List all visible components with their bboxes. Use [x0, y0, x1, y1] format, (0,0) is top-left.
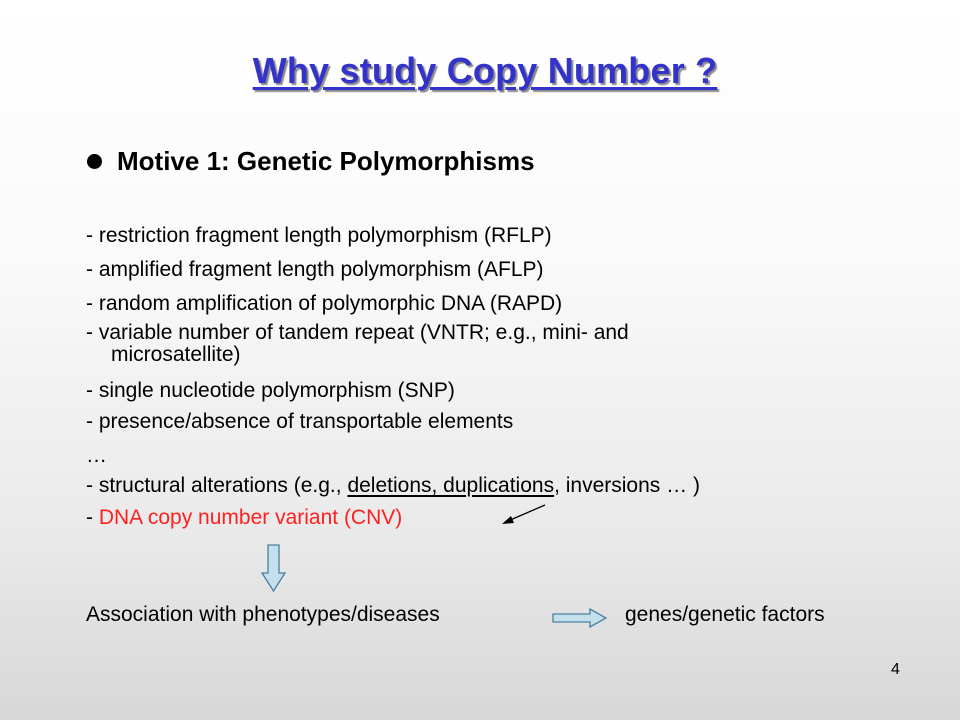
list-ellipsis: …: [86, 444, 107, 467]
list-item-vntr-line1: - variable number of tandem repeat (VNTR; e.g., mini- and: [86, 321, 629, 344]
association-left: Association with phenotypes/diseases: [86, 603, 440, 626]
list-item-rapd: - random amplification of polymorphic DNA (RAPD): [86, 292, 563, 315]
cnv-text: DNA copy number variant (CNV): [98, 506, 403, 529]
cnv-dash: -: [86, 506, 99, 529]
list-item-snp: - single nucleotide polymorphism (SNP): [86, 379, 455, 402]
list-item-vntr-line2: microsatellite): [111, 343, 241, 366]
page-number: 4: [891, 661, 900, 678]
down-arrow-icon: [262, 545, 285, 591]
structural-prefix: - structural alterations (e.g.,: [86, 474, 348, 497]
slide-title: Why study Copy Number ?: [252, 50, 718, 91]
association-right: genes/genetic factors: [625, 603, 825, 626]
list-item-rflp: - restriction fragment length polymorphism (RFLP): [86, 224, 552, 247]
list-item-transposable: - presence/absence of transportable elements: [86, 410, 514, 433]
motive-text: Motive 1: Genetic Polymorphisms: [117, 146, 535, 176]
structural-suffix: , inversions … ): [554, 474, 700, 497]
pointer-arrow-icon: [502, 505, 545, 524]
structural-underlined: deletions, duplications: [347, 474, 555, 497]
right-arrow-icon: [553, 609, 606, 627]
list-item-aflp: - amplified fragment length polymorphism (AFLP): [86, 258, 544, 281]
